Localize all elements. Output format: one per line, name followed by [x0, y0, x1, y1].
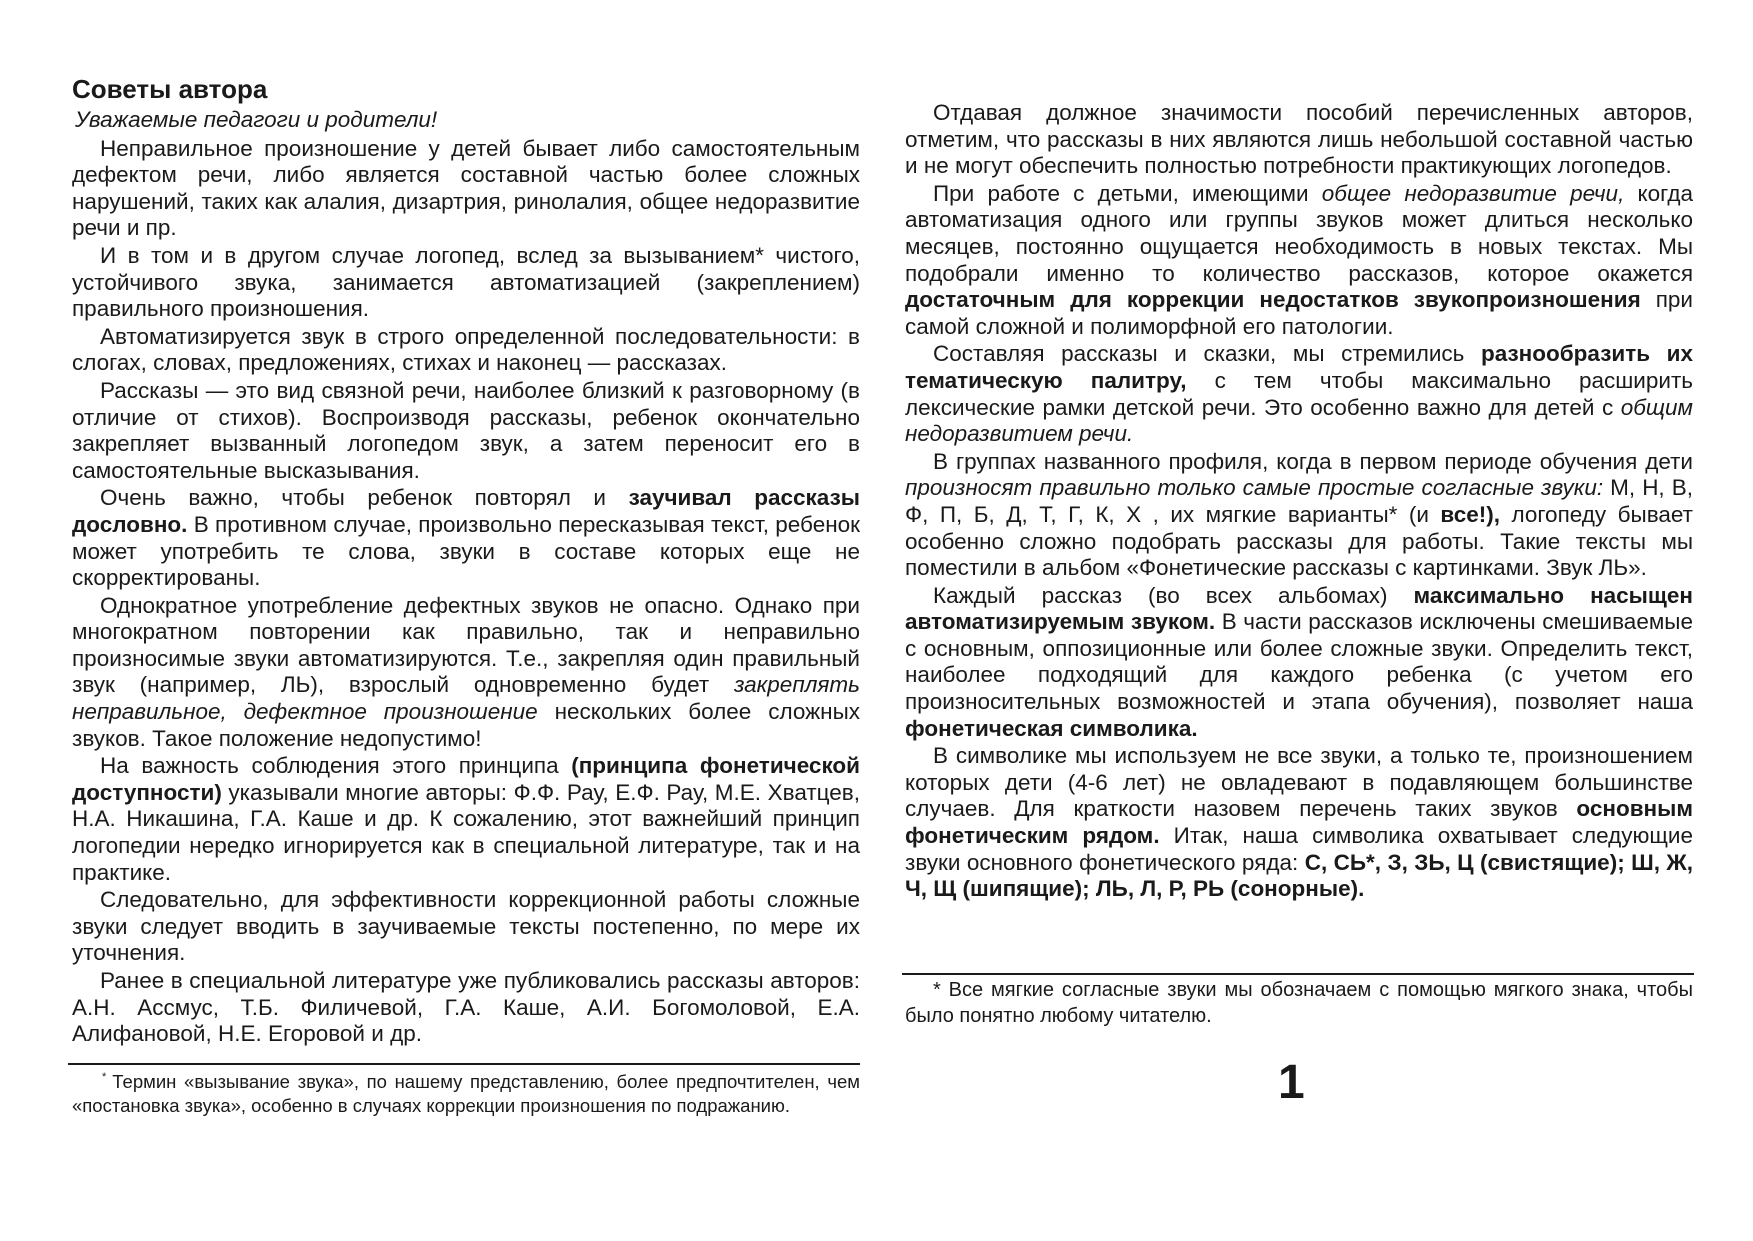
- paragraph: Составляя рассказы и сказки, мы стремились разнообразить их тематическую палитру, с тем чтобы максимально расширить лексические рамки детской речи. Это особенно важно для детей с общим недоразвитием речи.: [905, 341, 1693, 447]
- paragraph: Ранее в специальной литературе уже публиковались рассказы авторов: А.Н. Ассмус, Т.Б. Филичевой, Г.А. Каше, А.И. Богомоловой, Е.А. Алифановой, Н.Е. Егоровой и др.: [72, 968, 860, 1047]
- paragraph: На важность соблюдения этого принципа (принципа фонетической доступности) указывали многие авторы: Ф.Ф. Рау, Е.Ф. Рау, М.Е. Хватцев, Н.А. Никашина, Г.А. Каше и др. К сожалению, этот важнейший принцип логопедии нередко игнорируется как в специальной литературе, так и на практике.: [72, 753, 860, 885]
- paragraph: И в том и в другом случае логопед, вслед за вызыванием* чистого, устойчивого звука, занимается автоматизацией (закреплением) правильного произношения.: [72, 242, 860, 322]
- paragraph: Очень важно, чтобы ребенок повторял и заучивал рассказы дословно. В противном случае, произвольно пересказывая текст, ребенок может употребить те слова, звуки в составе которых еще не скорректированы.: [72, 485, 860, 591]
- footnote-right: * Все мягкие согласные звуки мы обозначаем с помощью мягкого знака, чтобы было понятно любому читателю.: [905, 979, 1693, 1027]
- greeting: Уважаемые педагоги и родители!: [75, 107, 438, 132]
- paragraph: Однократное употребление дефектных звуков не опасно. Однако при многократном повторении как правильно, так и неправильно произносимые звуки автоматизируются. Т.е., закрепляя один правильный звук (например, ЛЬ), взрослый одновременно будет закреплять неправильное, дефектное произношение нескольких более сложных звуков. Такое положение недопустимо!: [72, 592, 860, 751]
- paragraph: При работе с детьми, имеющими общее недоразвитие речи, когда автоматизация одного или группы звуков может длиться несколько месяцев, постоянно ощущается необходимость в новых текстах. Мы подобрали именно то количество рассказов, которое окажется достаточным для коррекции недостатков звукопроизношения при самой сложной и полиморфной его патологии.: [905, 180, 1693, 339]
- footnote-left: [72, 1065, 860, 1118]
- paragraph: Рассказы — это вид связной речи, наиболее близкий к разговорному (в отличие от стихов). Воспроизводя рассказы, ребенок окончательно закрепляет вызванный логопедом звук, а затем переносит его в самостоятельные высказывания.: [72, 377, 860, 483]
- page-number: 1: [1278, 1056, 1305, 1109]
- paragraph: В группах названного профиля, когда в первом периоде обучения дети произносят правильно только самые простые согласные звуки: М, Н, В, Ф, П, Б, Д, Т, Г, К, Х , их мягкие варианты* (и все!), логопеду бывает особенно сложно подобрать рассказы для работы. Такие тексты мы поместили в альбом «Фонетические рассказы с картинками. Звук ЛЬ».: [905, 448, 1693, 581]
- paragraph: Следовательно, для эффективности коррекционной работы сложные звуки следует вводить в заучиваемые тексты постепенно, по мере их уточнения.: [72, 887, 860, 966]
- paragraph: Каждый рассказ (во всех альбомах) максимально насыщен автоматизируемым звуком. В части рассказов исключены смешиваемые с основным, оппозиционные или более сложные звуки. Определить текст, наиболее подходящий для каждого ребенка (с учетом его произносительных возможностей и этапа обучения), позволяет наша фонетическая символика.: [905, 582, 1693, 741]
- right-column: [905, 100, 1693, 904]
- paragraph: Отдавая должное значимости пособий перечисленных авторов, отметим, что рассказы в них являются лишь небольшой составной частью и не могут обеспечить полностью потребности практикующих логопедов.: [905, 100, 1693, 179]
- paragraph: Автоматизируется звук в строго определенной последовательности: в слогах, словах, предложениях, стихах и наконец — рассказах.: [72, 323, 860, 376]
- footnote-divider: [902, 973, 1694, 975]
- footnote-marker: *: [102, 1071, 107, 1083]
- footnote-text: Термин «вызывание звука», по нашему представлению, более предпочтителен, чем «постановка звука», особенно в случаях коррекции произношения по подражанию.: [72, 1071, 860, 1116]
- paragraph: Неправильное произношение у детей бывает либо самостоятельным дефектом речи, либо является составной частью более сложных нарушений, таких как алалия, дизартрия, ринолалия, общее недоразвитие речи и пр.: [72, 135, 860, 241]
- paragraph: В символике мы используем не все звуки, а только те, произношением которых дети (4-6 лет) не овладевают в подавляющем большинстве случаев. Для краткости назовем перечень таких звуков основным фонетическим рядом. Итак, наша символика охватывает следующие звуки основного фонетического ряда: С, СЬ*, З, ЗЬ, Ц (свистящие); Ш, Ж, Ч, Щ (шипящие); ЛЬ, Л, Р, РЬ (сонорные).: [905, 743, 1693, 902]
- page-title: Советы автора: [72, 74, 268, 104]
- left-column: [72, 72, 860, 1049]
